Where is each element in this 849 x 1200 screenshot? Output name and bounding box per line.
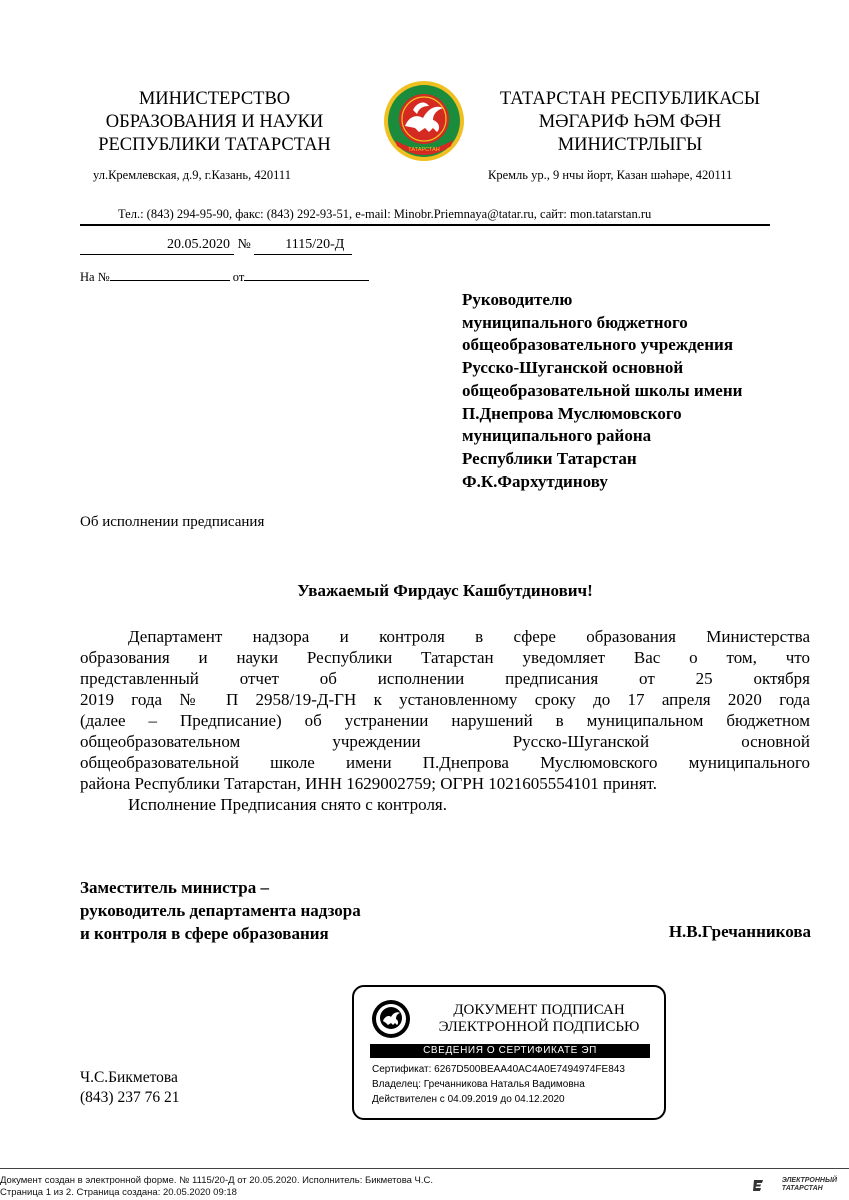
letter-body xyxy=(80,626,810,815)
electronic-signature-stamp xyxy=(352,985,666,1120)
document-number: 1115/20-Д xyxy=(254,237,352,255)
address-russian: ул.Кремлевская, д.9, г.Казань, 420111 xyxy=(93,168,291,182)
signer-name: Н.В.Гречанникова xyxy=(668,922,811,941)
executor-phone: (843) 237 76 21 xyxy=(80,1089,180,1106)
certificate-validity: Действителен с 04.09.2019 до 04.12.2020 xyxy=(372,1094,565,1105)
tatarstan-emblem-icon xyxy=(383,80,465,162)
registration-line xyxy=(80,237,352,255)
header-right-line: МӘГАРИФ ҺӘМ ФӘН xyxy=(538,112,722,132)
contacts-line: Тел.: (843) 294-95-90, факс: (843) 292-93-51, e-mail: Minobr.Priemnaya@tatar.ru, сайт: mon.tatarstan.ru xyxy=(118,207,652,221)
ref-date-blank xyxy=(244,268,369,281)
executor-name: Ч.С.Бикметова xyxy=(80,1069,178,1086)
stamp-title xyxy=(424,1002,654,1036)
addressee-line: Ф.К.Фархутдинову xyxy=(462,471,608,491)
stamp-title-line: ЭЛЕКТРОННОЙ ПОДПИСЬЮ xyxy=(438,1019,640,1035)
reference-line xyxy=(80,268,369,285)
document-date: 20.05.2020 xyxy=(80,237,234,255)
greeting: Уважаемый Фирдаус Кашбутдинович! xyxy=(297,581,593,600)
addressee-line: муниципального бюджетного xyxy=(462,312,688,332)
stamp-title-line: ДОКУМЕНТ ПОДПИСАН xyxy=(453,1002,625,1018)
executor-block xyxy=(80,1068,179,1108)
footer-divider xyxy=(0,1168,849,1169)
signer-position-line: руководитель департамента надзора xyxy=(80,901,361,920)
signer-position-line: Заместитель министра – xyxy=(80,878,269,897)
body-line: образования и науки Республики Татарстан уведомляет Вас о том, что xyxy=(80,648,810,667)
addressee-line: общеобразовательного учреждения xyxy=(462,335,734,355)
subject-line: Об исполнении предписания xyxy=(80,514,265,530)
body-line: представленный отчет об исполнении предписания от 25 октября xyxy=(80,669,810,688)
stamp-emblem-icon xyxy=(371,999,411,1039)
body-paragraph-2: Исполнение Предписания снято с контроля. xyxy=(128,795,447,814)
body-line: района Республики Татарстан, ИНН 1629002759; ОГРН 1021605554101 принят. xyxy=(80,774,658,793)
addressee-line: Республики Татарстан xyxy=(462,448,637,468)
ref-number-label: На № xyxy=(80,270,110,284)
ref-number-blank xyxy=(110,268,230,281)
header-left-line: МИНИСТЕРСТВО xyxy=(138,89,291,109)
footer-info xyxy=(0,1175,433,1199)
ministry-name-tatar xyxy=(480,88,780,157)
footer-line: Страница 1 из 2. Страница создана: 20.05.2020 09:18 xyxy=(0,1187,237,1198)
electronic-tatarstan-logo-icon xyxy=(753,1178,767,1192)
body-line: Департамент надзора и контроля в сфере образования Министерства xyxy=(128,627,810,646)
body-line: общеобразовательной школе имени П.Днепрова Муслюмовского муниципального xyxy=(80,753,810,772)
signer-position xyxy=(80,876,361,945)
body-line: (далее – Предписание) об устранении нарушений в муниципальном бюджетном xyxy=(80,711,810,730)
address-tatar: Кремль ур., 9 нчы йорт, Казан шәһәре, 420111 xyxy=(488,168,733,182)
addressee-line: Руководителю xyxy=(462,290,573,309)
emblem-text: ТАТАРСТАН xyxy=(408,147,440,153)
number-label: № xyxy=(237,237,251,252)
header-divider xyxy=(80,224,770,226)
body-line: 2019 года № П 2958/19-Д-ГН к установленному сроку до 17 апреля 2020 года xyxy=(80,690,810,709)
body-line: общеобразовательном учреждении Русско-Шуганской основной xyxy=(80,732,810,751)
certificate-serial: Сертификат: 6267D500BEAA40AC4A0E7494974FE843 xyxy=(372,1064,625,1075)
signer-position-line: и контроля в сфере образования xyxy=(80,924,329,943)
addressee-line: общеобразовательной школы имени xyxy=(462,380,743,400)
header-right-line: ТАТАРСТАН РЕСПУБЛИКАСЫ xyxy=(499,89,761,109)
addressee-block xyxy=(462,289,812,493)
addressee-line: муниципального района xyxy=(462,426,652,446)
footer-line: Документ создан в электронной форме. № 1115/20-Д от 20.05.2020. Исполнитель: Бикметова Ч.С. xyxy=(0,1175,434,1186)
header-right-line: МИНИСТРЛЫГЫ xyxy=(557,135,703,155)
certificate-owner: Владелец: Гречанникова Наталья Вадимовна xyxy=(372,1079,585,1090)
electronic-tatarstan-logo xyxy=(782,1177,837,1192)
footer-logo-line: ТАТАРСТАН xyxy=(781,1184,823,1192)
header-left-line: ОБРАЗОВАНИЯ И НАУКИ xyxy=(105,112,324,132)
header-left-line: РЕСПУБЛИКИ ТАТАРСТАН xyxy=(98,135,331,155)
footer-logo-line: ЭЛЕКТРОННЫЙ xyxy=(781,1177,837,1184)
addressee-line: Русско-Шуганской основной xyxy=(462,358,684,378)
certificate-info-bar: СВЕДЕНИЯ О СЕРТИФИКАТЕ ЭП xyxy=(370,1044,650,1058)
addressee-line: П.Днепрова Муслюмовского xyxy=(462,403,682,423)
ministry-name-russian xyxy=(72,88,357,157)
ref-from-label: от xyxy=(232,270,245,284)
